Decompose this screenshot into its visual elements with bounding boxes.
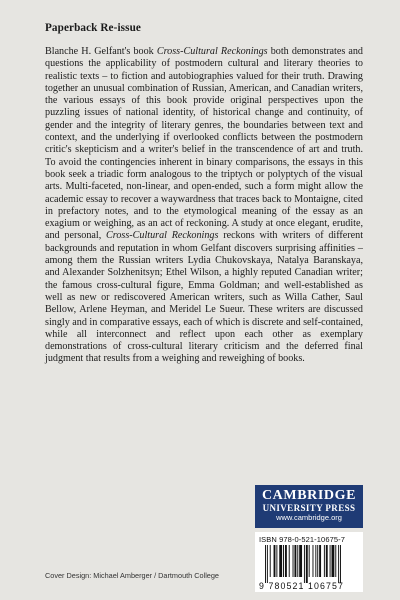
barcode-bar bbox=[319, 545, 321, 577]
barcode-bar bbox=[276, 545, 277, 577]
barcode-bar bbox=[293, 545, 294, 577]
publisher-name: CAMBRIDGE bbox=[261, 488, 357, 503]
book-title-italic: Cross-Cultural Reckonings bbox=[156, 46, 268, 57]
barcode-bar bbox=[304, 545, 305, 583]
barcode-bar bbox=[267, 545, 268, 583]
barcode-bar bbox=[340, 545, 341, 583]
barcode-bar bbox=[294, 545, 296, 577]
description-part-1: Blanche H. Gelfant's book bbox=[45, 46, 157, 57]
barcode-bar bbox=[324, 545, 325, 577]
description-part-3: reckons with writers of different backgrounds and reputation in whom Gelfant discovers surprising affinities – among them the Russian writers Lydia Chukovskaya, Natalya Baranskaya, and Alexander Solzhenitsyn; Ethel Wilson, a highly reputed Canadian writer; the famous cross-cultural figure, Emma Goldman; and well-established as well as new or rediscovered American writers, such as Willa Cather, Saul Bellow, Arlene Heyman, and Meridel Le Sueur. These writers are discussed singly and in comparative essays, each of which is discrete and self-contained, while all interconnect and reflect upon each other as exemplary demonstrations of cross-cultural literary criticism and the deferred final judgment that results from a weighing and reweighing of books. bbox=[45, 230, 364, 365]
section-heading: Paperback Re-issue bbox=[45, 22, 141, 34]
barcode-bar bbox=[283, 545, 284, 577]
publisher-logo bbox=[255, 485, 363, 528]
publisher-subname: UNIVERSITY PRESS bbox=[262, 503, 356, 513]
cover-credit: Cover Design: Michael Amberger / Dartmouth College bbox=[45, 571, 219, 580]
barcode-bar bbox=[317, 545, 318, 577]
barcode-image bbox=[259, 545, 359, 583]
barcode-bar bbox=[306, 545, 308, 583]
barcode-bar bbox=[274, 545, 276, 577]
barcode-bar bbox=[265, 545, 266, 583]
barcode-bar bbox=[313, 545, 314, 577]
barcode-bar bbox=[332, 545, 335, 577]
barcode-bar bbox=[330, 545, 331, 577]
barcode-bar bbox=[326, 545, 328, 577]
description-part-2: both demonstrates and questions the applicability of postmodern cultural and literary theories to realistic texts – to fiction and autobiographies valued for their truth. Drawing together an unusual combination of Russian, American, and Canadian writers, the various essays of this book provide original perspectives upon the puzzling issues of national identity, of historical change and continuity, of gender and the integrity of literary genres, the boundaries between text and context, and the underlying if overlooked conflicts between the postmodern critic's skepticism and a writer's belief in the transcendence of art and truth. To avoid the contingencies inherent in binary comparisons, the essays in this book seek a triadic form analogous to the triptych or polyptych of the visual arts. Multi-faceted, non-linear, and open-ended, such a form might allow the academic essay to recover a waywardness that traces back to Montaigne, cited in prefactory notes, and to the etymological meaning of the essay as an exagium or weighing, as an act of reckoning. A study at once elegant, erudite, and personal, bbox=[45, 46, 363, 242]
barcode-bar bbox=[297, 545, 298, 577]
barcode-bar bbox=[309, 545, 310, 577]
isbn-barcode-block bbox=[255, 532, 363, 592]
barcode-bar bbox=[285, 545, 287, 577]
barcode-bar bbox=[279, 545, 282, 577]
barcode-bar bbox=[299, 545, 302, 577]
barcode-bar bbox=[315, 545, 316, 577]
barcode-bar bbox=[289, 545, 290, 577]
book-title-italic: Cross-Cultural Reckonings bbox=[106, 230, 219, 242]
book-description bbox=[45, 46, 363, 366]
barcode-bar bbox=[335, 545, 336, 577]
barcode-bar bbox=[338, 545, 339, 583]
publisher-url: www.cambridge.org bbox=[276, 513, 342, 522]
isbn-label: ISBN 978-0-521-10675-7 bbox=[259, 535, 346, 544]
barcode-bar bbox=[270, 545, 271, 577]
barcode-digits: 9 780521 106757 bbox=[259, 581, 344, 591]
